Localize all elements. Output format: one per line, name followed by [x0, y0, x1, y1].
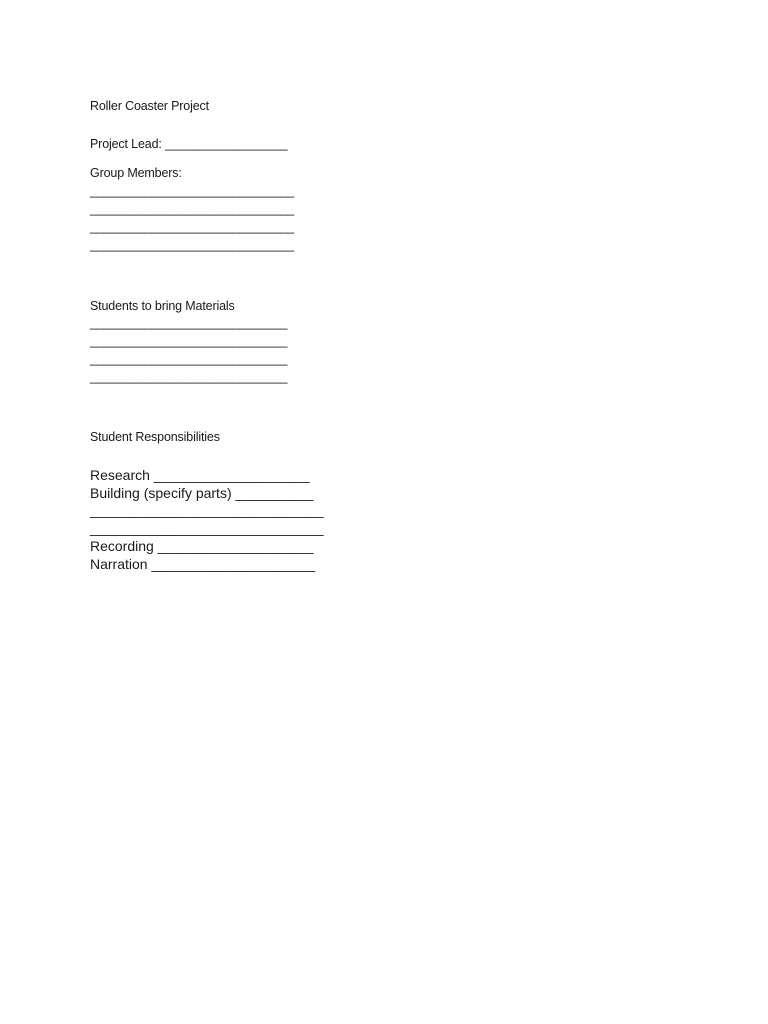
- group-member-line: ______________________________: [90, 238, 295, 252]
- materials-line: _____________________________: [90, 352, 288, 366]
- responsibilities-heading: Student Responsibilities: [90, 430, 220, 444]
- document-title: Roller Coaster Project: [90, 99, 209, 113]
- materials-line: _____________________________: [90, 370, 288, 384]
- group-members-heading: Group Members:: [90, 166, 182, 180]
- building-blank-line: ______________________________: [90, 502, 324, 518]
- building-field: Building (specify parts) __________: [90, 485, 314, 501]
- project-lead-field: Project Lead: __________________: [90, 137, 288, 151]
- group-member-line: ______________________________: [90, 184, 295, 198]
- materials-heading: Students to bring Materials: [90, 299, 235, 313]
- narration-field: Narration _____________________: [90, 556, 315, 572]
- building-blank-line: ______________________________: [90, 520, 324, 536]
- materials-line: _____________________________: [90, 334, 288, 348]
- materials-line: _____________________________: [90, 316, 288, 330]
- group-member-line: ______________________________: [90, 220, 295, 234]
- recording-field: Recording ____________________: [90, 538, 314, 554]
- group-member-line: ______________________________: [90, 202, 295, 216]
- research-field: Research ____________________: [90, 467, 310, 483]
